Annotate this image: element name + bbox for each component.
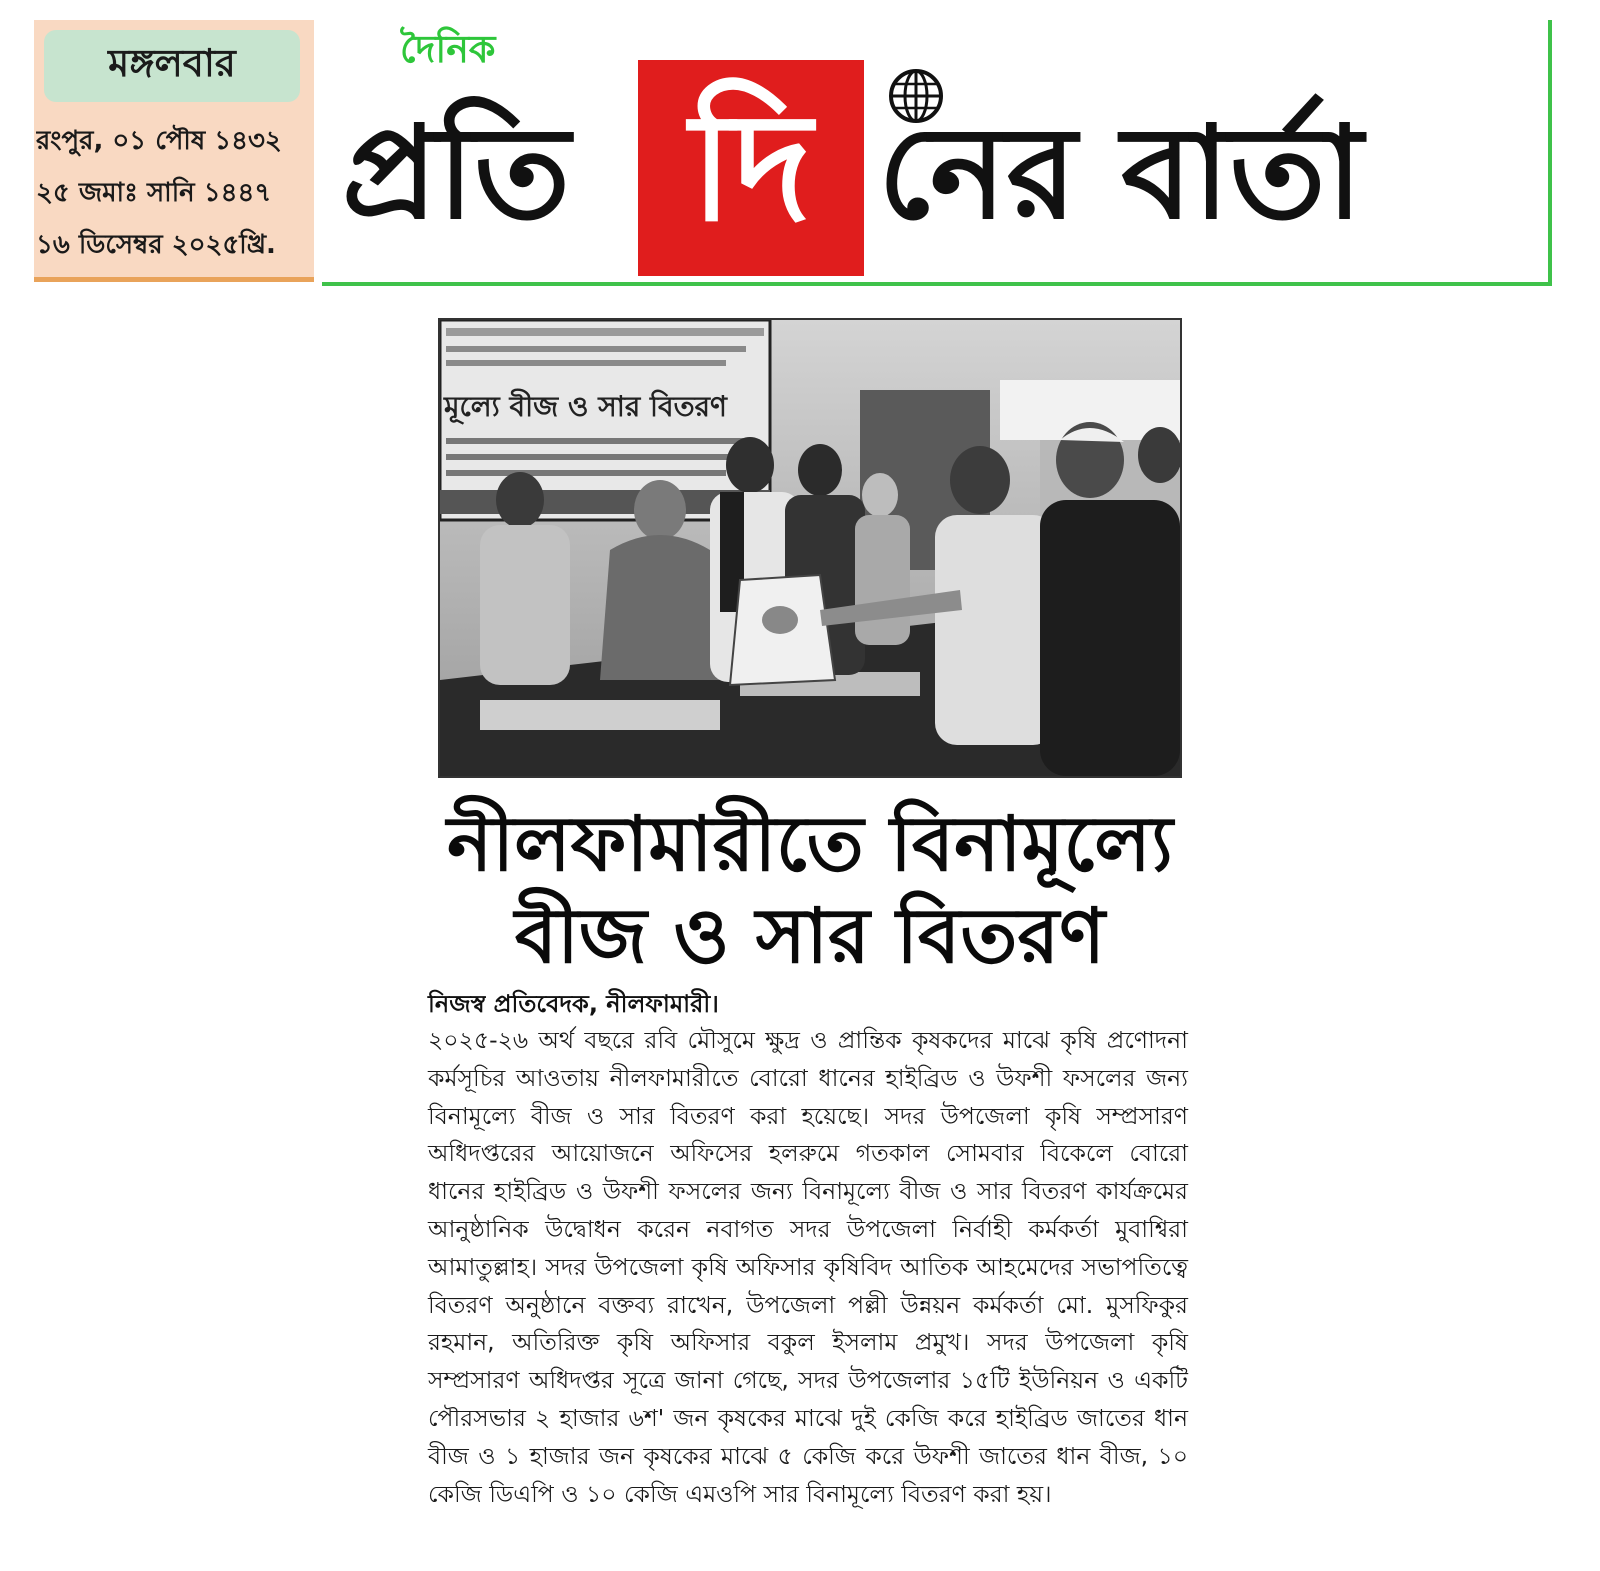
masthead-dainik: দৈনিক — [400, 27, 496, 71]
date-bangla: রংপুর, ০১ পৌষ ১৪৩২ — [36, 126, 282, 156]
weekday-badge: মঙ্গলবার — [44, 30, 300, 102]
date-gregorian: ১৬ ডিসেম্বর ২০২৫খ্রি. — [36, 230, 276, 260]
banner-text: মূল্যে বীজ ও সার বিতরণ — [444, 390, 727, 423]
newspaper-title — [342, 40, 1532, 276]
news-photo — [438, 318, 1182, 778]
title-highlight: দি — [638, 60, 864, 276]
headline-line-1: নীলফামারীতে বিনামূল্যে — [447, 799, 1173, 888]
title-part-2: নের বার্তা — [878, 99, 1363, 248]
headline-line-2: বীজ ও সার বিতরণ — [514, 891, 1106, 980]
title-part-1: প্রতি — [342, 99, 571, 248]
newspaper-masthead — [322, 20, 1552, 286]
date-hijri: ২৫ জমাঃ সানি ১৪৪৭ — [36, 178, 272, 208]
photo-scene — [440, 320, 1180, 776]
date-box — [34, 20, 314, 282]
article-body: ২০২৫-২৬ অর্থ বছরে রবি মৌসুমে ক্ষুদ্র ও প্রান্তিক কৃষকদের মাঝে কৃষি প্রণোদনা কর্মসূচির আওতায় নীলফামারীতে বোরো ধানের হাইব্রিড ও উফশী ফসলের জন্য বিনামূল্যে বীজ ও সার বিতরণ করা হয়েছে। সদর উপজেলা কৃষি সম্প্রসারণ অধিদপ্তরের আয়োজনে অফিসের হলরুমে গতকাল সোমবার বিকেলে বোরো ধানের হাইব্রিড ও উফশী ফসলের জন্য বিনামূল্যে বীজ ও সার বিতরণ কার্যক্রমের আনুষ্ঠানিক উদ্বোধন করেন নবাগত সদর উপজেলা নির্বাহী কর্মকর্তা মুবাশ্বিরা আমাতুল্লাহ। সদর উপজেলা কৃষি অফিসার কৃষিবিদ আতিক আহমেদের সভাপতিত্বে বিতরণ অনুষ্ঠানে বক্তব্য রাখেন, উপজেলা পল্লী উন্নয়ন কর্মকর্তা মো. মুসফিকুর রহমান, অতিরিক্ত কৃষি অফিসার বকুল ইসলাম প্রমুখ। সদর উপজেলা কৃষি সম্প্রসারণ অধিদপ্তর সূত্রে জানা গেছে, সদর উপজেলার ১৫টি ইউনিয়ন ও একটি পৌরসভার ২ হাজার ৬শ' জন কৃষকের মাঝে দুই কেজি করে হাইব্রিড জাতের ধান বীজ ও ১ হাজার জন কৃষকের মাঝে ৫ কেজি করে উফশী জাতের ধান বীজ, ১০ কেজি ডিএপি ও ১০ কেজি এমওপি সার বিনামূল্যে বিতরণ করা হয়। — [428, 1026, 1188, 1508]
article-byline: নিজস্ব প্রতিবেদক, নীলফামারী। — [428, 990, 719, 1018]
